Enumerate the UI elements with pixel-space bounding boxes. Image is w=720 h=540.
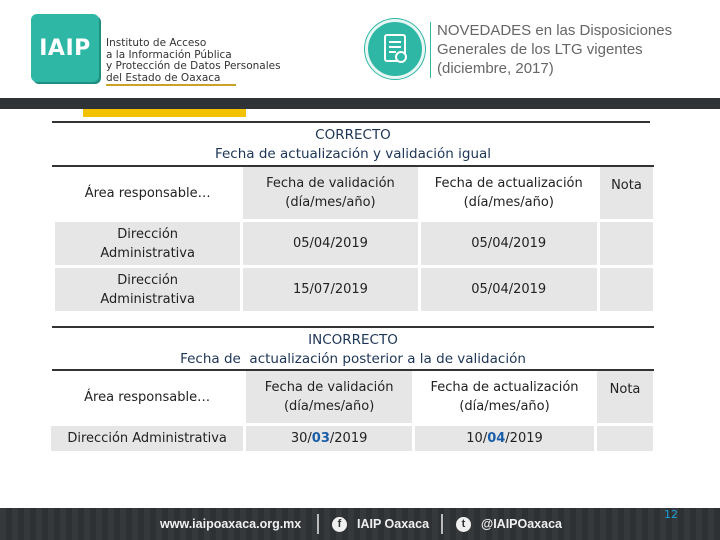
twitter-label: @IAIPOaxaca: [481, 517, 562, 531]
cell-validacion: 30/03/2019: [246, 426, 412, 451]
cell-nota: [600, 268, 653, 311]
cell-nota: [600, 222, 653, 265]
table-header-row: [51, 371, 653, 423]
correct-table: [52, 164, 656, 314]
section-rule: [52, 326, 654, 328]
header-bar: [0, 98, 720, 109]
correct-heading: [52, 126, 654, 164]
cell-actualizacion: 05/04/2019: [421, 222, 597, 265]
cell-actualizacion: 05/04/2019: [421, 268, 597, 311]
org-line-2: a la Información Pública: [106, 48, 232, 61]
table-header-row: [55, 167, 653, 219]
header-nota: Nota: [597, 371, 653, 423]
cell-validacion: 05/04/2019: [243, 222, 417, 265]
cell-validacion: 15/07/2019: [243, 268, 417, 311]
correct-title: CORRECTO: [315, 127, 391, 143]
iaip-logo: [31, 14, 99, 82]
incorrect-subtitle: Fecha de actualización posterior a la de validación: [180, 351, 526, 367]
table-row: [51, 426, 653, 451]
facebook-icon: f: [332, 517, 347, 532]
slide-title: [437, 21, 672, 78]
correct-subtitle: Fecha de actualización y validación igual: [214, 146, 492, 162]
title-line-2: Generales de los LTG vigentes: [437, 41, 643, 58]
document-icon: [368, 22, 422, 76]
table-row: [55, 268, 653, 311]
header-area: Área responsable…: [51, 371, 243, 423]
cell-nota: [597, 426, 653, 451]
header-nota: Nota: [600, 167, 653, 219]
twitter-link[interactable]: [456, 508, 562, 540]
page-number: 12: [664, 508, 678, 521]
footer-separator: [317, 514, 319, 534]
cell-actualizacion: 10/04/2019: [415, 426, 594, 451]
highlight-month: 04: [487, 431, 506, 446]
header-validacion: Fecha de validación (día/mes/año): [243, 167, 417, 219]
title-line-1: NOVEDADES en las Disposiciones: [437, 22, 673, 39]
org-underline: [106, 84, 236, 86]
cell-area: Dirección Administrativa: [55, 222, 240, 265]
website-link[interactable]: www.iaipoaxaca.org.mx: [160, 517, 302, 531]
org-line-1: Instituto de Acceso: [106, 37, 207, 49]
section-rule: [52, 121, 650, 123]
logo-text: IAIP: [39, 35, 91, 61]
org-name: [106, 38, 281, 84]
org-line-4: del Estado de Oaxaca: [106, 71, 221, 84]
highlight-month: 03: [311, 431, 330, 446]
cell-area: Dirección Administrativa: [55, 268, 240, 311]
incorrect-table: [48, 368, 656, 454]
header-validacion: Fecha de validación (día/mes/año): [246, 371, 412, 423]
header-area: Área responsable…: [55, 167, 240, 219]
table-row: [55, 222, 653, 265]
twitter-icon: t: [456, 517, 471, 532]
incorrect-heading: [52, 331, 654, 369]
header-actualizacion: Fecha de actualización (día/mes/año): [415, 371, 594, 423]
footer-separator: [441, 514, 443, 534]
header-divider: [430, 22, 431, 78]
title-line-3: (diciembre, 2017): [437, 60, 554, 77]
org-line-3: y Protección de Datos Personales: [106, 60, 281, 72]
header-actualizacion: Fecha de actualización (día/mes/año): [421, 167, 597, 219]
facebook-label: IAIP Oaxaca: [357, 517, 430, 531]
header-accent: [83, 109, 246, 117]
facebook-link[interactable]: [332, 508, 429, 540]
incorrect-title: INCORRECTO: [308, 332, 398, 348]
cell-area: Dirección Administrativa: [51, 426, 243, 451]
